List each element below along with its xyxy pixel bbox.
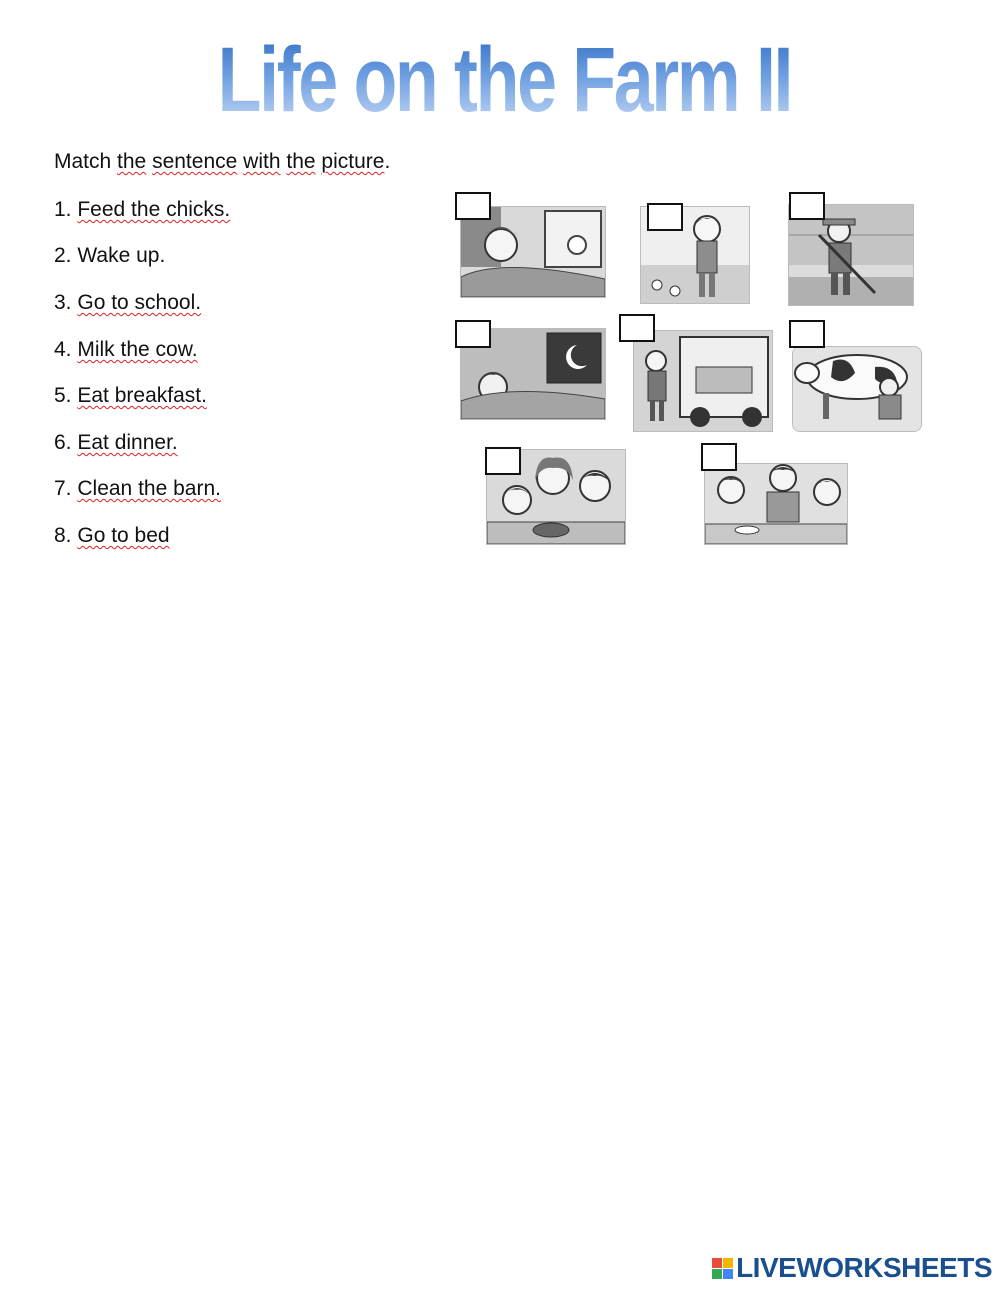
liveworksheets-brand xyxy=(712,1253,992,1283)
list-item: 8. Go to bed xyxy=(54,524,170,547)
answer-box[interactable] xyxy=(619,314,655,342)
answer-box[interactable] xyxy=(701,443,737,471)
list-item: 5. Eat breakfast. xyxy=(54,384,207,407)
answer-box[interactable] xyxy=(455,192,491,220)
list-item: 2. Wake up. xyxy=(54,244,166,267)
milk-cow-picture xyxy=(792,346,922,432)
answer-box[interactable] xyxy=(789,192,825,220)
list-item: 1. Feed the chicks. xyxy=(54,198,231,221)
brand-name: LIVEWORKSHEETS xyxy=(736,1252,992,1283)
liveworksheets-logo-icon xyxy=(712,1258,733,1279)
list-item: 6. Eat dinner. xyxy=(54,431,178,454)
answer-box[interactable] xyxy=(647,203,683,231)
answer-box[interactable] xyxy=(485,447,521,475)
instruction-text: Match the sentence with the picture. xyxy=(54,150,391,173)
answer-box[interactable] xyxy=(455,320,491,348)
list-item: 3. Go to school. xyxy=(54,291,202,314)
worksheet-title: Life on the Farm II xyxy=(114,30,894,131)
list-item: 7. Clean the barn. xyxy=(54,477,221,500)
answer-box[interactable] xyxy=(789,320,825,348)
list-item: 4. Milk the cow. xyxy=(54,338,198,361)
go-to-school-picture xyxy=(633,330,773,432)
eat-breakfast-picture xyxy=(704,463,848,545)
